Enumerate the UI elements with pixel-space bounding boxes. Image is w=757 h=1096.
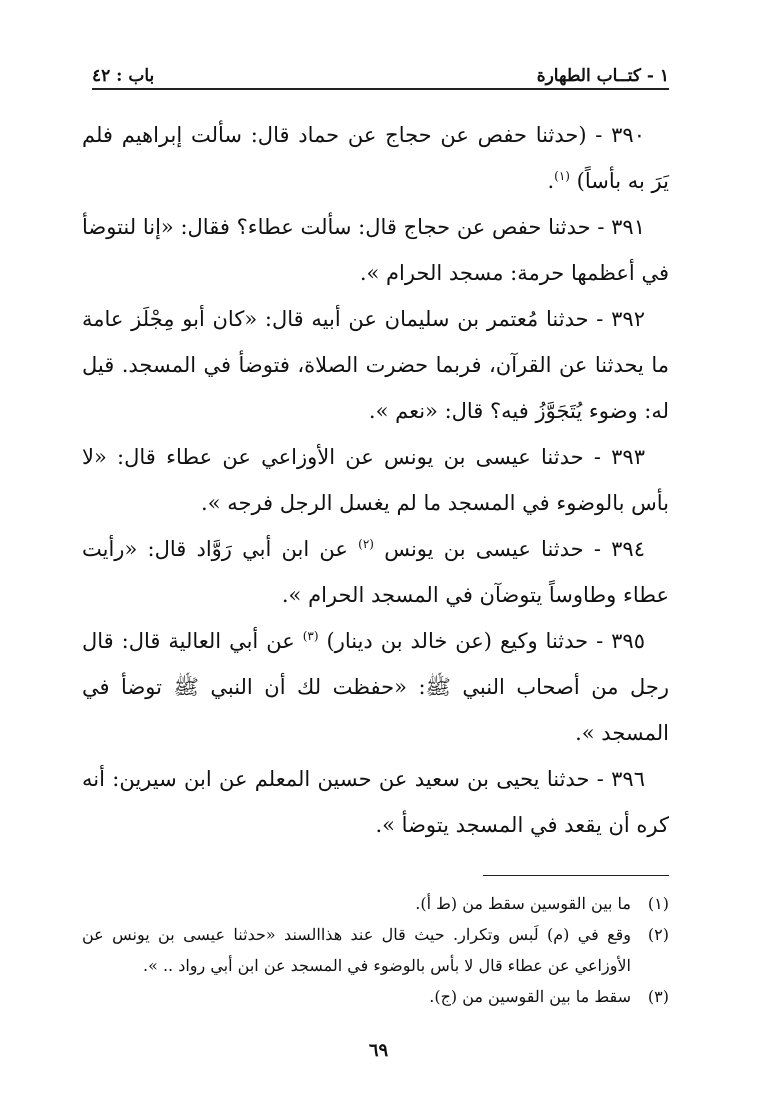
page-number: ٦٩	[368, 1040, 389, 1061]
hadith-text: حدثنا حفص عن حجاج قال: سألت عطاء؟ فقال: «إنا لنتوضأ في أعظمها حرمة: مسجد الحرام ».	[82, 215, 669, 285]
header-rule	[92, 88, 669, 90]
hadith-391: ٣٩١ - حدثنا حفص عن حجاج قال: سألت عطاء؟ فقال: «إنا لنتوضأ في أعظمها حرمة: مسجد الحرام ».	[82, 215, 669, 285]
hadith-390: ٣٩٠ - (حدثنا حفص عن حجاج عن حماد قال: سألت إبراهيم فلم يَرَ به بأساً) $^{(١)}$.	[82, 123, 669, 193]
hadith-396: ٣٩٦ - حدثنا يحيى بن سعيد عن حسين المعلم عن ابن سيرين: أنه كره أن يقعد في المسجد يتوضأ ».	[82, 767, 669, 837]
hadith-text: عن ابن أبي رَوَّاد قال: «رأيت عطاء وطاوساً يتوضآن في المسجد الحرام ».	[82, 537, 669, 607]
hadith-393: ٣٩٣ - حدثنا عيسى بن يونس عن الأوزاعي عن عطاء قال: «لا بأس بالوضوء في المسجد ما لم يغسل الرجل فرجه ».	[82, 445, 669, 515]
hadith-text: حدثنا يحيى بن سعيد عن حسين المعلم عن ابن سيرين: أنه كره أن يقعد في المسجد يتوضأ ».	[82, 767, 669, 837]
hadith-number: ٣٩٦	[611, 767, 645, 791]
hadith-number: ٣٩٢	[611, 307, 645, 331]
footnote-number: (٣)	[647, 987, 669, 1006]
footnote-number: (١)	[647, 894, 669, 913]
footnote-marker: (٣)	[302, 629, 319, 643]
main-text	[82, 112, 669, 848]
footnote-marker: (٢)	[358, 537, 374, 551]
footnote-marker: (١)	[554, 169, 570, 183]
hadith-text: حدثنا مُعتمر بن سليمان عن أبيه قال: «كان أبو مِجْلَز عامة ما يحدثنا عن القرآن، فربما حضرت الصلاة، فتوضأ في المسجد. قيل له: وضوء يُتَجَوَّزُ فيه؟ قال: «نعم ».	[82, 307, 669, 423]
footnote-3	[82, 981, 669, 1012]
footnote-1	[82, 888, 669, 919]
hadith-392: ٣٩٢ - حدثنا مُعتمر بن سليمان عن أبيه قال: «كان أبو مِجْلَز عامة ما يحدثنا عن القرآن، فربما حضرت الصلاة، فتوضأ في المسجد. قيل له: وضوء يُتَجَوَّزُ فيه؟ قال: «نعم ».	[82, 307, 669, 423]
hadith-text: .	[547, 169, 555, 193]
footnote-rule	[483, 875, 669, 876]
hadith-text: عن أبي العالية قال: قال رجل من أصحاب النبي ﷺ: «حفظت لك أن النبي ﷺ توضأ في المسجد ».	[82, 629, 669, 745]
chapter-label: باب : ٤٢	[92, 66, 155, 86]
footnote-text: ما بين القوسين سقط من (ط أ).	[415, 894, 631, 913]
hadith-394: ٣٩٤ - حدثنا عيسى بن يونس $^{(٢)}$ عن ابن أبي رَوَّاد قال: «رأيت عطاء وطاوساً يتوضآن في المسجد الحرام ».	[82, 537, 669, 607]
footnote-text: وقع في (م) لَبس وتكرار. حيث قال عند هذاالسند «حدثنا عيسى بن يونس عن الأوزاعي عن عطاء قال لا بأس بالوضوء في المسجد عن ابن أبي رواد .. ».	[82, 925, 632, 975]
footnotes	[82, 888, 669, 1012]
footnote-number: (٢)	[647, 925, 669, 944]
hadith-text: (حدثنا حفص عن حجاج عن حماد قال: سألت إبراهيم فلم يَرَ به بأساً)	[82, 123, 669, 193]
footnote-2	[82, 919, 669, 981]
footnote-text: سقط ما بين القوسين من (ج).	[429, 987, 631, 1006]
hadith-number: ٣٩٥	[611, 629, 645, 653]
hadith-number: ٣٩١	[611, 215, 645, 239]
hadith-number: ٣٩٤	[611, 537, 645, 561]
hadith-number: ٣٩٠	[611, 123, 645, 147]
book-title: ١ - كتــاب الطهارة	[536, 66, 669, 86]
hadith-395: ٣٩٥ - حدثنا وكيع (عن خالد بن دينار) $^{(٣)}$ عن أبي العالية قال: قال رجل من أصحاب النبي ﷺ: «حفظت لك أن النبي ﷺ توضأ في المسجد ».	[82, 629, 669, 745]
hadith-text: حدثنا عيسى بن يونس عن الأوزاعي عن عطاء قال: «لا بأس بالوضوء في المسجد ما لم يغسل الرجل فرجه ».	[82, 445, 669, 515]
hadith-number: ٣٩٣	[611, 445, 645, 469]
hadith-text: حدثنا عيسى بن يونس	[384, 537, 584, 561]
running-header	[92, 58, 669, 86]
hadith-text: حدثنا وكيع (عن خالد بن دينار)	[326, 629, 589, 653]
